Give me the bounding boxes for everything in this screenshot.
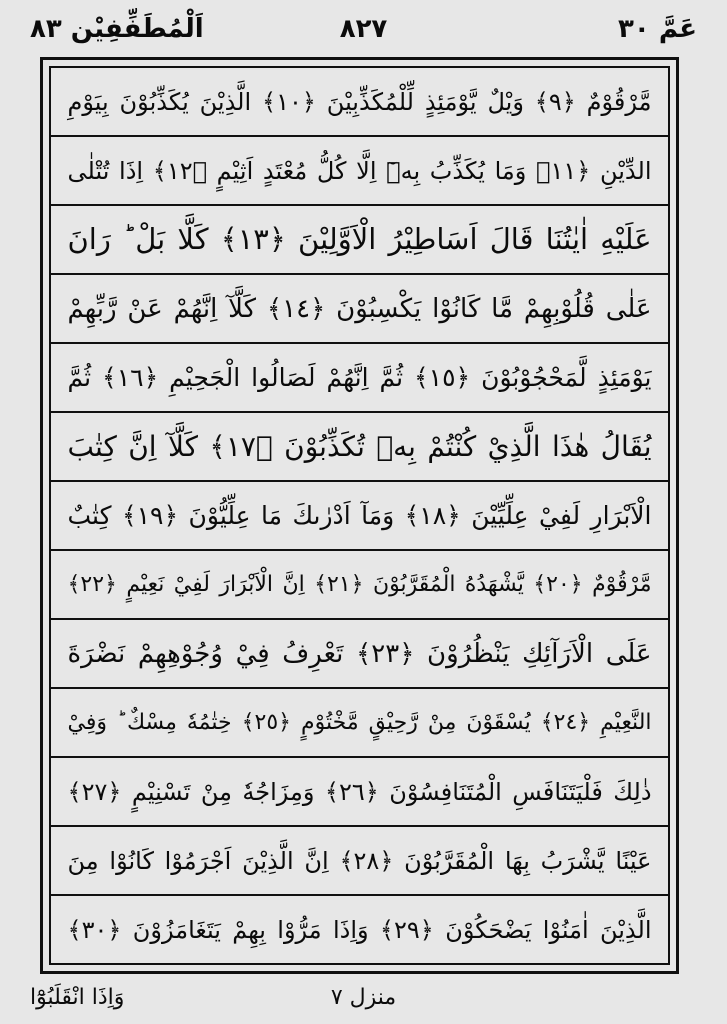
text-line [51, 137, 668, 206]
text-line [51, 896, 668, 963]
text-line [51, 206, 668, 275]
text-line [51, 275, 668, 344]
text-frame [49, 66, 670, 965]
text-line [51, 620, 668, 689]
page-border [40, 57, 679, 974]
page-number: ٨٢٧ [339, 14, 388, 44]
line-text: عَلَى الْاَرَآئِكِ يَنْظُرُوْنَ ﴿٢٣﴾ تَعْرِفُ فِيْ وُجُوْهِهِمْ نَضْرَةَ [67, 638, 652, 669]
catchword: وَاِذَا انْقَلَبُوْٓا [30, 985, 125, 1010]
page-header [30, 10, 697, 48]
line-text: عَلٰى قُلُوْبِهِمْ مَّا كَانُوْا يَكْسِبُوْنَ ﴿١٤﴾ كَلَّآ اِنَّهُمْ عَنْ رَّبِّهِمْ [67, 293, 652, 324]
text-line [51, 482, 668, 551]
verse-lines [51, 68, 668, 963]
line-text: مَّرْقُوْمٌ ﴿٢٠﴾ يَّشْهَدُهُ الْمُقَرَّبُوْنَ ﴿٢١﴾ اِنَّ الْاَبْرَارَ لَفِيْ نَعِيْمٍ ﴿٢٢﴾ [67, 571, 652, 597]
text-line [51, 68, 668, 137]
line-text: الَّذِيْنَ اٰمَنُوْا يَضْحَكُوْنَ ﴿٢٩﴾ وَاِذَا مَرُّوْا بِهِمْ يَتَغَامَزُوْنَ ﴿٣٠﴾ [67, 915, 652, 944]
line-text: عَيْنًا يَّشْرَبُ بِهَا الْمُقَرَّبُوْنَ ﴿٢٨﴾ اِنَّ الَّذِيْنَ اَجْرَمُوْا كَانُوْا مِنَ [67, 846, 652, 875]
line-text: النَّعِيْمِ ﴿٢٤﴾ يُسْقَوْنَ مِنْ رَّحِيْقٍ مَّخْتُوْمٍ ﴿٢٥﴾ خِتٰمُهٗ مِسْكٌ ؕ وَفِيْ [67, 709, 652, 735]
juz-label: عَمَّ ٣٠ [618, 14, 697, 44]
text-line [51, 413, 668, 482]
line-text: يُقَالُ هٰذَا الَّذِيْ كُنْتُمْ بِهٖ تُكَذِّبُوْنَ ﴿١٧﴾ كَلَّآ اِنَّ كِتٰبَ [67, 429, 652, 463]
page-footer [30, 980, 697, 1020]
text-line [51, 758, 668, 827]
line-text: مَّرْقُوْمٌ ﴿٩﴾ وَيْلٌ يَّوْمَئِذٍ لِّلْمُكَذِّبِيْنَ ﴿١٠﴾ الَّذِيْنَ يُكَذِّبُوْنَ بِيَوْمِ [67, 87, 652, 116]
line-text: الدِّيْنِ ﴿١١﴾ وَمَا يُكَذِّبُ بِهٖٓ اِلَّا كُلُّ مُعْتَدٍ اَثِيْمٍ ﴿١٢﴾ اِذَا تُتْلٰى [67, 156, 652, 185]
text-line [51, 344, 668, 413]
text-line [51, 689, 668, 758]
text-line [51, 827, 668, 896]
surah-name: اَلْمُطَفِّفِيْن ٨٣ [30, 14, 204, 44]
manzil-label: منزل ٧ [330, 985, 397, 1010]
text-line [51, 551, 668, 620]
line-text: يَوْمَئِذٍ لَّمَحْجُوْبُوْنَ ﴿١٥﴾ ثُمَّ اِنَّهُمْ لَصَالُوا الْجَحِيْمِ ﴿١٦﴾ ثُمَّ [67, 363, 652, 392]
line-text: عَلَيْهِ اٰيٰتُنَا قَالَ اَسَاطِيْرُ الْاَوَّلِيْنَ ﴿١٣﴾ كَلَّا بَلْ ؕ رَانَ [67, 222, 652, 256]
line-text: الْاَبْرَارِ لَفِيْ عِلِّيِّيْنَ ﴿١٨﴾ وَمَآ اَدْرٰىكَ مَا عِلِّيُّوْنَ ﴿١٩﴾ كِتٰبٌ [67, 501, 652, 530]
line-text: ذٰلِكَ فَلْيَتَنَافَسِ الْمُتَنَافِسُوْنَ ﴿٢٦﴾ وَمِزَاجُهٗ مِنْ تَسْنِيْمٍ ﴿٢٧﴾ [67, 777, 652, 806]
